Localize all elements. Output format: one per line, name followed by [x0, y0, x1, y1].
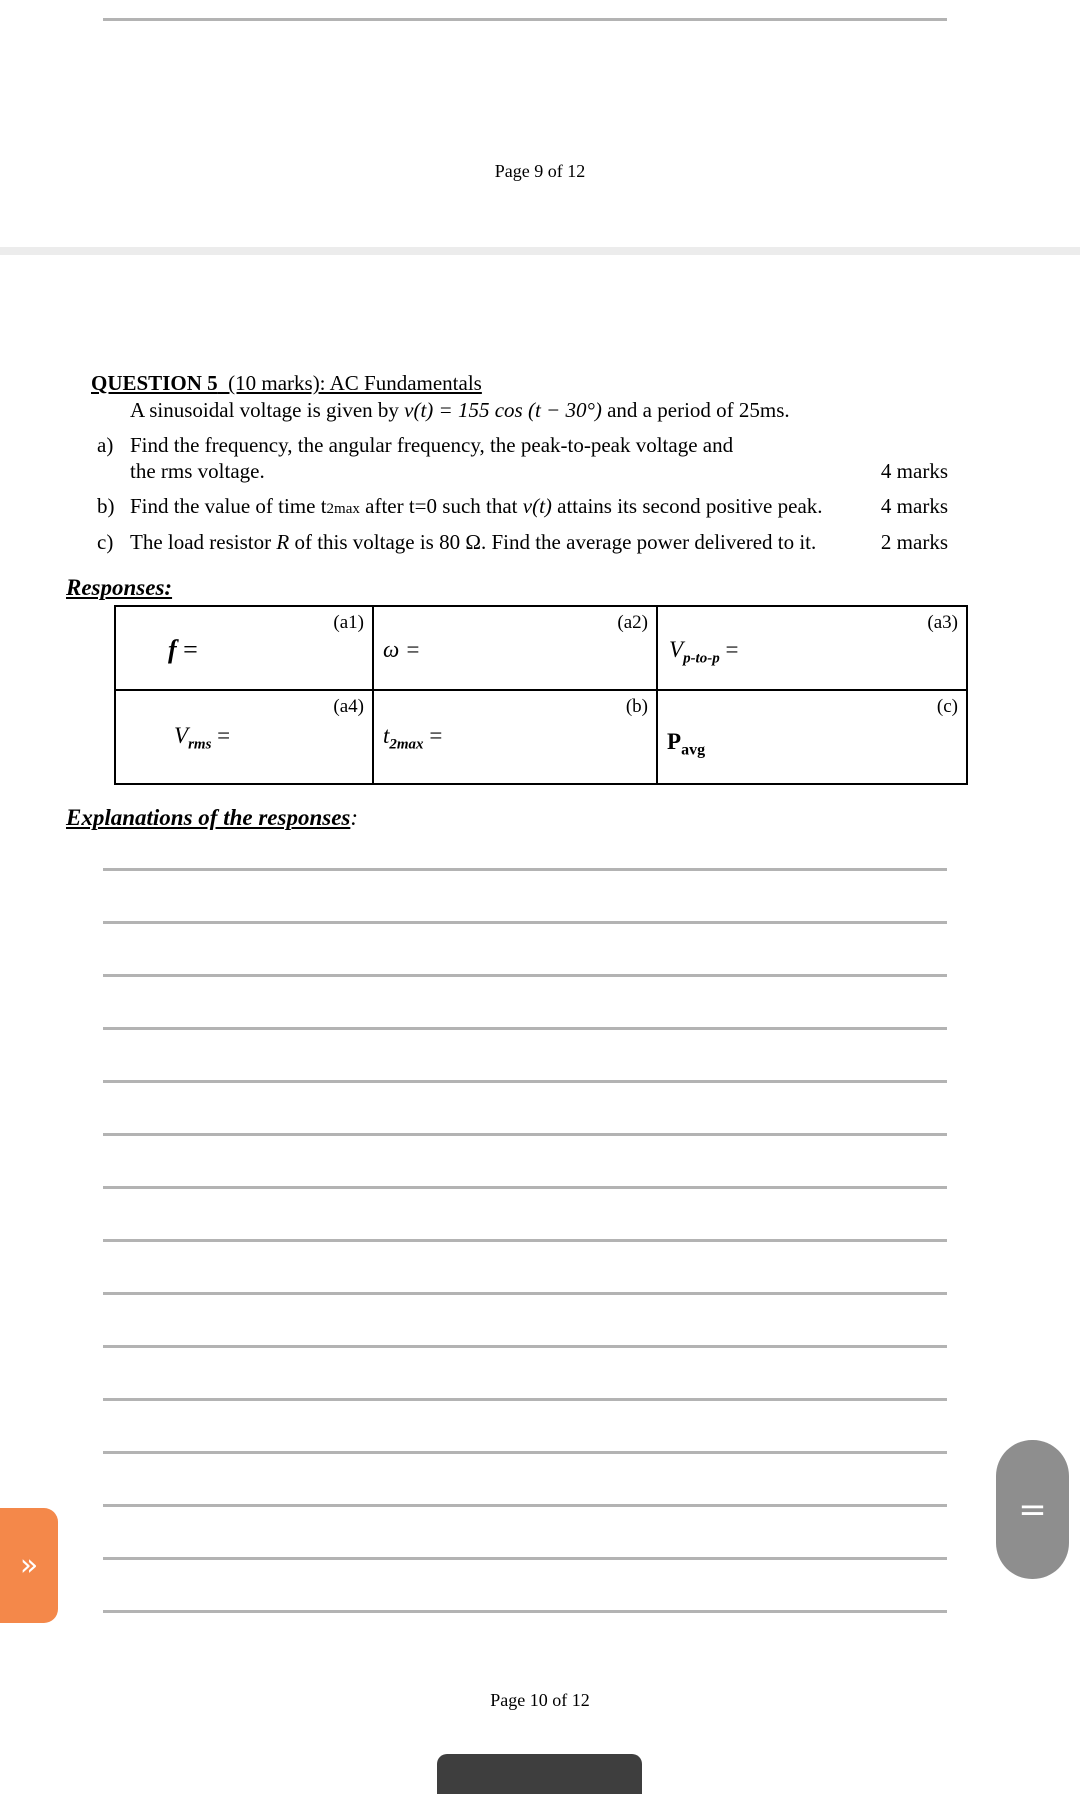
part-b-text: Find the value of time t2max after t=0 such that v(t) attains its second positive peak.	[130, 494, 823, 518]
frequency-label: f =	[168, 635, 198, 664]
question-number: QUESTION 5	[91, 371, 218, 395]
rms-label: $V_{rms}$ =	[174, 723, 231, 753]
answer-line[interactable]	[103, 1080, 947, 1083]
answer-line[interactable]	[103, 1027, 947, 1030]
page-separator	[0, 247, 1080, 255]
answer-line[interactable]	[103, 1133, 947, 1136]
answer-line[interactable]	[103, 1557, 947, 1560]
page-number-9: Page 9 of 12	[494, 161, 586, 181]
cell-tag: (a3)	[927, 612, 958, 633]
response-cell-c[interactable]	[657, 690, 967, 784]
answer-line[interactable]	[103, 1610, 947, 1613]
responses-heading: Responses:	[66, 575, 173, 600]
part-a-label: a)	[97, 433, 114, 457]
drag-handle-icon: =	[1018, 1489, 1047, 1530]
answer-line[interactable]	[103, 1451, 947, 1454]
answer-line[interactable]	[103, 1398, 947, 1401]
part-a-text-line2: the rms voltage.	[130, 459, 265, 483]
question-subtitle: (10 marks): AC Fundamentals	[217, 371, 482, 395]
peak-to-peak-label: $V_{p-to-p}$ =	[669, 637, 739, 667]
cell-tag: (a2)	[617, 612, 648, 633]
response-cell-a1[interactable]	[115, 606, 373, 690]
part-c-marks: 2 marks	[880, 530, 948, 554]
responses-table	[114, 605, 968, 785]
answer-line[interactable]	[103, 921, 947, 924]
answer-line[interactable]	[103, 1239, 947, 1242]
answer-line[interactable]	[103, 1292, 947, 1295]
part-a-marks: 4 marks	[880, 459, 948, 483]
cell-tag: (c)	[936, 696, 958, 717]
question-intro: A sinusoidal voltage is given by v(t) = 155 cos (t − 30°) and a period of 25ms.	[130, 398, 790, 422]
answer-line	[103, 18, 947, 21]
answer-line[interactable]	[103, 1345, 947, 1348]
answer-line[interactable]	[103, 868, 947, 871]
question-title	[91, 371, 482, 396]
scroll-handle[interactable]	[996, 1440, 1069, 1579]
double-chevron-right-icon: »	[19, 1548, 39, 1583]
part-c-label: c)	[97, 530, 114, 554]
response-cell-a4[interactable]	[115, 690, 373, 784]
explanations-heading: Explanations of the responses:	[66, 805, 359, 830]
bottom-toolbar[interactable]	[437, 1754, 642, 1794]
cell-tag: (a4)	[333, 696, 364, 717]
power-label: $P_{avg}$	[667, 729, 706, 759]
answer-line[interactable]	[103, 1504, 947, 1507]
part-b-marks: 4 marks	[880, 494, 948, 518]
page-number-10: Page 10 of 12	[490, 1690, 590, 1710]
angular-frequency-label: ω =	[383, 637, 421, 662]
answer-line[interactable]	[103, 1186, 947, 1189]
response-cell-b[interactable]	[373, 690, 657, 784]
cell-tag: (a1)	[333, 612, 364, 633]
time-label: $t_{2max}$ =	[383, 723, 443, 753]
response-cell-a2[interactable]	[373, 606, 657, 690]
part-a-text-line1: Find the frequency, the angular frequency, the peak-to-peak voltage and	[130, 433, 734, 457]
expand-sidebar-button[interactable]	[0, 1508, 58, 1623]
part-c-text: The load resistor R of this voltage is 80 Ω. Find the average power delivered to it.	[130, 530, 817, 554]
answer-line[interactable]	[103, 974, 947, 977]
response-cell-a3[interactable]	[657, 606, 967, 690]
voltage-formula: v(t) = 155 cos (t − 30°)	[404, 398, 602, 422]
part-b-label: b)	[97, 494, 115, 518]
cell-tag: (b)	[625, 696, 648, 717]
